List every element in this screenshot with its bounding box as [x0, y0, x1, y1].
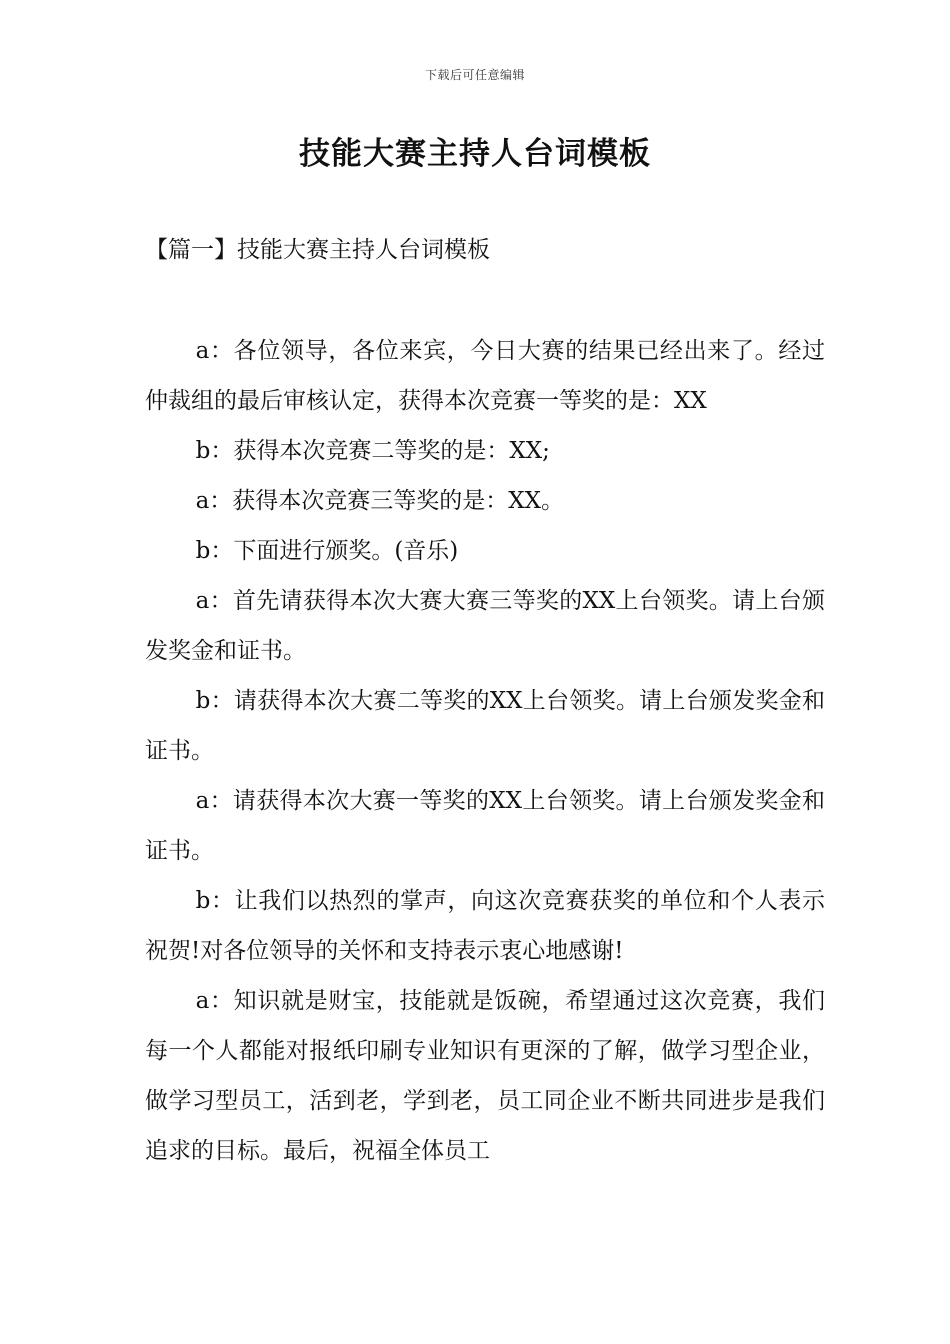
paragraph: a：各位领导，各位来宾，今日大赛的结果已经出来了。经过仲裁组的最后审核认定，获得本次竞赛一等奖的是：XX	[145, 338, 825, 414]
paragraph: a：获得本次竞赛三等奖的是：XX。	[195, 488, 565, 514]
document-title: 技能大赛主持人台词模板	[299, 136, 651, 172]
section-heading: 【篇一】技能大赛主持人台词模板	[145, 237, 490, 263]
paragraph: b：让我们以热烈的掌声，向这次竞赛获奖的单位和个人表示祝贺!对各位领导的关怀和支持表示衷心地感谢!	[145, 888, 825, 964]
header-note: 下载后可任意编辑	[424, 68, 525, 82]
paragraph: a：首先请获得本次大赛大赛三等奖的XX上台领奖。请上台颁发奖金和证书。	[145, 588, 825, 664]
paragraph: b：获得本次竞赛二等奖的是：XX;	[195, 438, 550, 464]
paragraph: b：请获得本次大赛二等奖的XX上台领奖。请上台颁发奖金和证书。	[145, 688, 825, 764]
paragraph: a：知识就是财宝，技能就是饭碗，希望通过这次竞赛，我们每一个人都能对报纸印刷专业知识有更深的了解，做学习型企业，做学习型员工，活到老，学到老，员工同企业不断共同进步是我们追求的目标。最后，祝福全体员工	[145, 988, 825, 1164]
paragraph: a：请获得本次大赛一等奖的XX上台领奖。请上台颁发奖金和证书。	[145, 788, 825, 864]
paragraph: b：下面进行颁奖。(音乐)	[195, 538, 459, 564]
document-body	[145, 326, 825, 1176]
